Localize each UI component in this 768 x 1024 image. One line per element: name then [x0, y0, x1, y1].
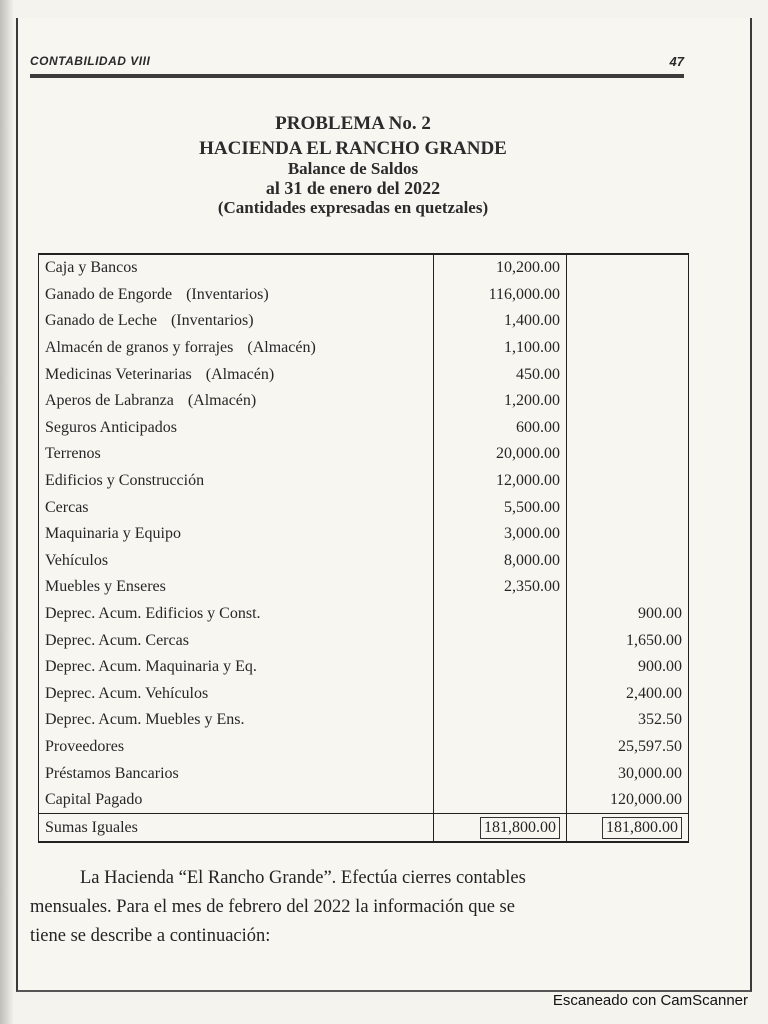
account-name: Deprec. Acum. Muebles y Ens. [45, 711, 245, 729]
currency-note: (Cantidades expresadas en quetzales) [217, 198, 489, 217]
credit-cell [567, 521, 689, 548]
header-rule [30, 74, 684, 78]
account-cell [39, 734, 434, 761]
account-cell [39, 521, 434, 548]
totals-label: Sumas Iguales [39, 814, 434, 842]
page-header [30, 52, 684, 74]
table-row [39, 627, 689, 654]
account-cell [39, 388, 434, 415]
credit-cell: 352.50 [567, 707, 689, 734]
account-name: Ganado de Engorde [45, 285, 173, 303]
debit-cell: 116,000.00 [434, 282, 567, 309]
credit-cell: 900.00 [567, 601, 689, 628]
paragraph-line: mensuales. Para el mes de febrero del 2022 la información que se [30, 897, 515, 917]
account-cell [39, 681, 434, 708]
account-category: (Almacén) [205, 365, 275, 383]
table-row [39, 388, 689, 415]
totals-row [39, 814, 689, 842]
account-cell [39, 254, 434, 282]
account-category: (Inventarios) [186, 285, 269, 303]
account-name: Caja y Bancos [45, 259, 138, 277]
table-row [39, 254, 689, 282]
credit-cell: 25,597.50 [567, 734, 689, 761]
debit-total: 181,800.00 [480, 817, 560, 839]
account-cell [39, 441, 434, 468]
table-row [39, 415, 689, 442]
debit-cell: 2,350.00 [434, 574, 567, 601]
account-name: Almacén de granos y forrajes [45, 339, 234, 357]
account-cell [39, 707, 434, 734]
table-row [39, 308, 689, 335]
debit-cell: 10,200.00 [434, 254, 567, 282]
debit-cell: 1,400.00 [434, 308, 567, 335]
debit-cell [434, 654, 567, 681]
intro-paragraph [30, 864, 686, 951]
page-edge-shadow [0, 0, 14, 1024]
debit-cell: 450.00 [434, 361, 567, 388]
account-cell [39, 468, 434, 495]
company-name: HACIENDA EL RANCHO GRANDE [199, 138, 507, 159]
credit-cell: 2,400.00 [567, 681, 689, 708]
debit-total-cell [434, 814, 567, 842]
debit-cell [434, 760, 567, 787]
account-category: (Almacén) [247, 339, 316, 357]
credit-cell [567, 415, 689, 442]
debit-cell [434, 787, 567, 814]
table-row [39, 548, 689, 575]
credit-cell [567, 335, 689, 362]
credit-cell [567, 574, 689, 601]
table-row [39, 787, 689, 814]
credit-cell [567, 441, 689, 468]
debit-cell: 600.00 [434, 415, 567, 442]
account-name: Capital Pagado [45, 791, 143, 809]
debit-cell: 20,000.00 [434, 441, 567, 468]
credit-cell [567, 361, 689, 388]
account-cell [39, 308, 434, 335]
account-category: (Almacén) [187, 392, 257, 410]
credit-cell [567, 254, 689, 282]
page-number: 47 [669, 54, 684, 69]
account-name: Terrenos [45, 445, 101, 463]
account-name: Aperos de Labranza [45, 392, 174, 410]
account-cell [39, 494, 434, 521]
table-row [39, 335, 689, 362]
account-cell [39, 361, 434, 388]
credit-total: 181,800.00 [602, 817, 682, 839]
credit-cell: 1,650.00 [567, 627, 689, 654]
account-cell [39, 787, 434, 814]
account-name: Cercas [45, 498, 89, 516]
account-name: Proveedores [45, 737, 125, 755]
account-cell [39, 415, 434, 442]
account-name: Seguros Anticipados [45, 418, 177, 436]
table-row [39, 734, 689, 761]
table-row [39, 468, 689, 495]
table-row [39, 760, 689, 787]
problem-title: PROBLEMA No. 2 [275, 113, 431, 134]
credit-cell: 120,000.00 [567, 787, 689, 814]
credit-cell: 30,000.00 [567, 760, 689, 787]
account-cell [39, 760, 434, 787]
statement-name: Balance de Saldos [287, 159, 419, 178]
book-title: CONTABILIDAD VIII [30, 54, 151, 68]
credit-cell: 900.00 [567, 654, 689, 681]
account-name: Deprec. Acum. Cercas [45, 631, 189, 649]
table-row [39, 441, 689, 468]
table-row [39, 654, 689, 681]
account-name: Préstamos Bancarios [45, 764, 179, 782]
paragraph-line: La Hacienda “El Rancho Grande”. Efectúa cierres contables [80, 868, 526, 888]
debit-cell [434, 681, 567, 708]
debit-cell: 1,100.00 [434, 335, 567, 362]
account-category: (Inventarios) [170, 312, 254, 330]
table-row [39, 707, 689, 734]
table-row [39, 574, 689, 601]
credit-cell [567, 282, 689, 309]
account-name: Deprec. Acum. Edificios y Const. [45, 605, 261, 623]
table-row [39, 521, 689, 548]
table-row [39, 282, 689, 309]
account-name: Edificios y Construcción [45, 472, 205, 490]
credit-cell [567, 468, 689, 495]
debit-cell: 8,000.00 [434, 548, 567, 575]
account-cell [39, 282, 434, 309]
debit-cell: 1,200.00 [434, 388, 567, 415]
scanner-watermark: Escaneado con CamScanner [552, 992, 748, 1009]
credit-cell [567, 494, 689, 521]
account-name: Ganado de Leche [45, 312, 157, 330]
account-cell [39, 654, 434, 681]
account-cell [39, 627, 434, 654]
table-row [39, 681, 689, 708]
debit-cell [434, 627, 567, 654]
trial-balance-table [38, 253, 689, 843]
credit-total-cell [567, 814, 689, 842]
debit-cell: 5,500.00 [434, 494, 567, 521]
account-cell [39, 574, 434, 601]
account-name: Muebles y Enseres [45, 578, 166, 596]
account-cell [39, 335, 434, 362]
debit-cell [434, 601, 567, 628]
account-name: Maquinaria y Equipo [45, 525, 181, 543]
account-cell [39, 548, 434, 575]
account-name: Deprec. Acum. Maquinaria y Eq. [45, 658, 257, 676]
paragraph-line: tiene se describe a continuación: [30, 926, 271, 946]
table-row [39, 361, 689, 388]
credit-cell [567, 308, 689, 335]
debit-cell [434, 734, 567, 761]
credit-cell [567, 548, 689, 575]
debit-cell [434, 707, 567, 734]
debit-cell: 12,000.00 [434, 468, 567, 495]
title-block [138, 114, 568, 216]
statement-date: al 31 de enero del 2022 [265, 178, 441, 198]
table-row [39, 494, 689, 521]
debit-cell: 3,000.00 [434, 521, 567, 548]
table-row [39, 601, 689, 628]
account-name: Vehículos [45, 551, 109, 569]
account-name: Deprec. Acum. Vehículos [45, 684, 209, 702]
document-page [16, 18, 752, 992]
account-name: Medicinas Veterinarias [45, 365, 192, 383]
credit-cell [567, 388, 689, 415]
account-cell [39, 601, 434, 628]
